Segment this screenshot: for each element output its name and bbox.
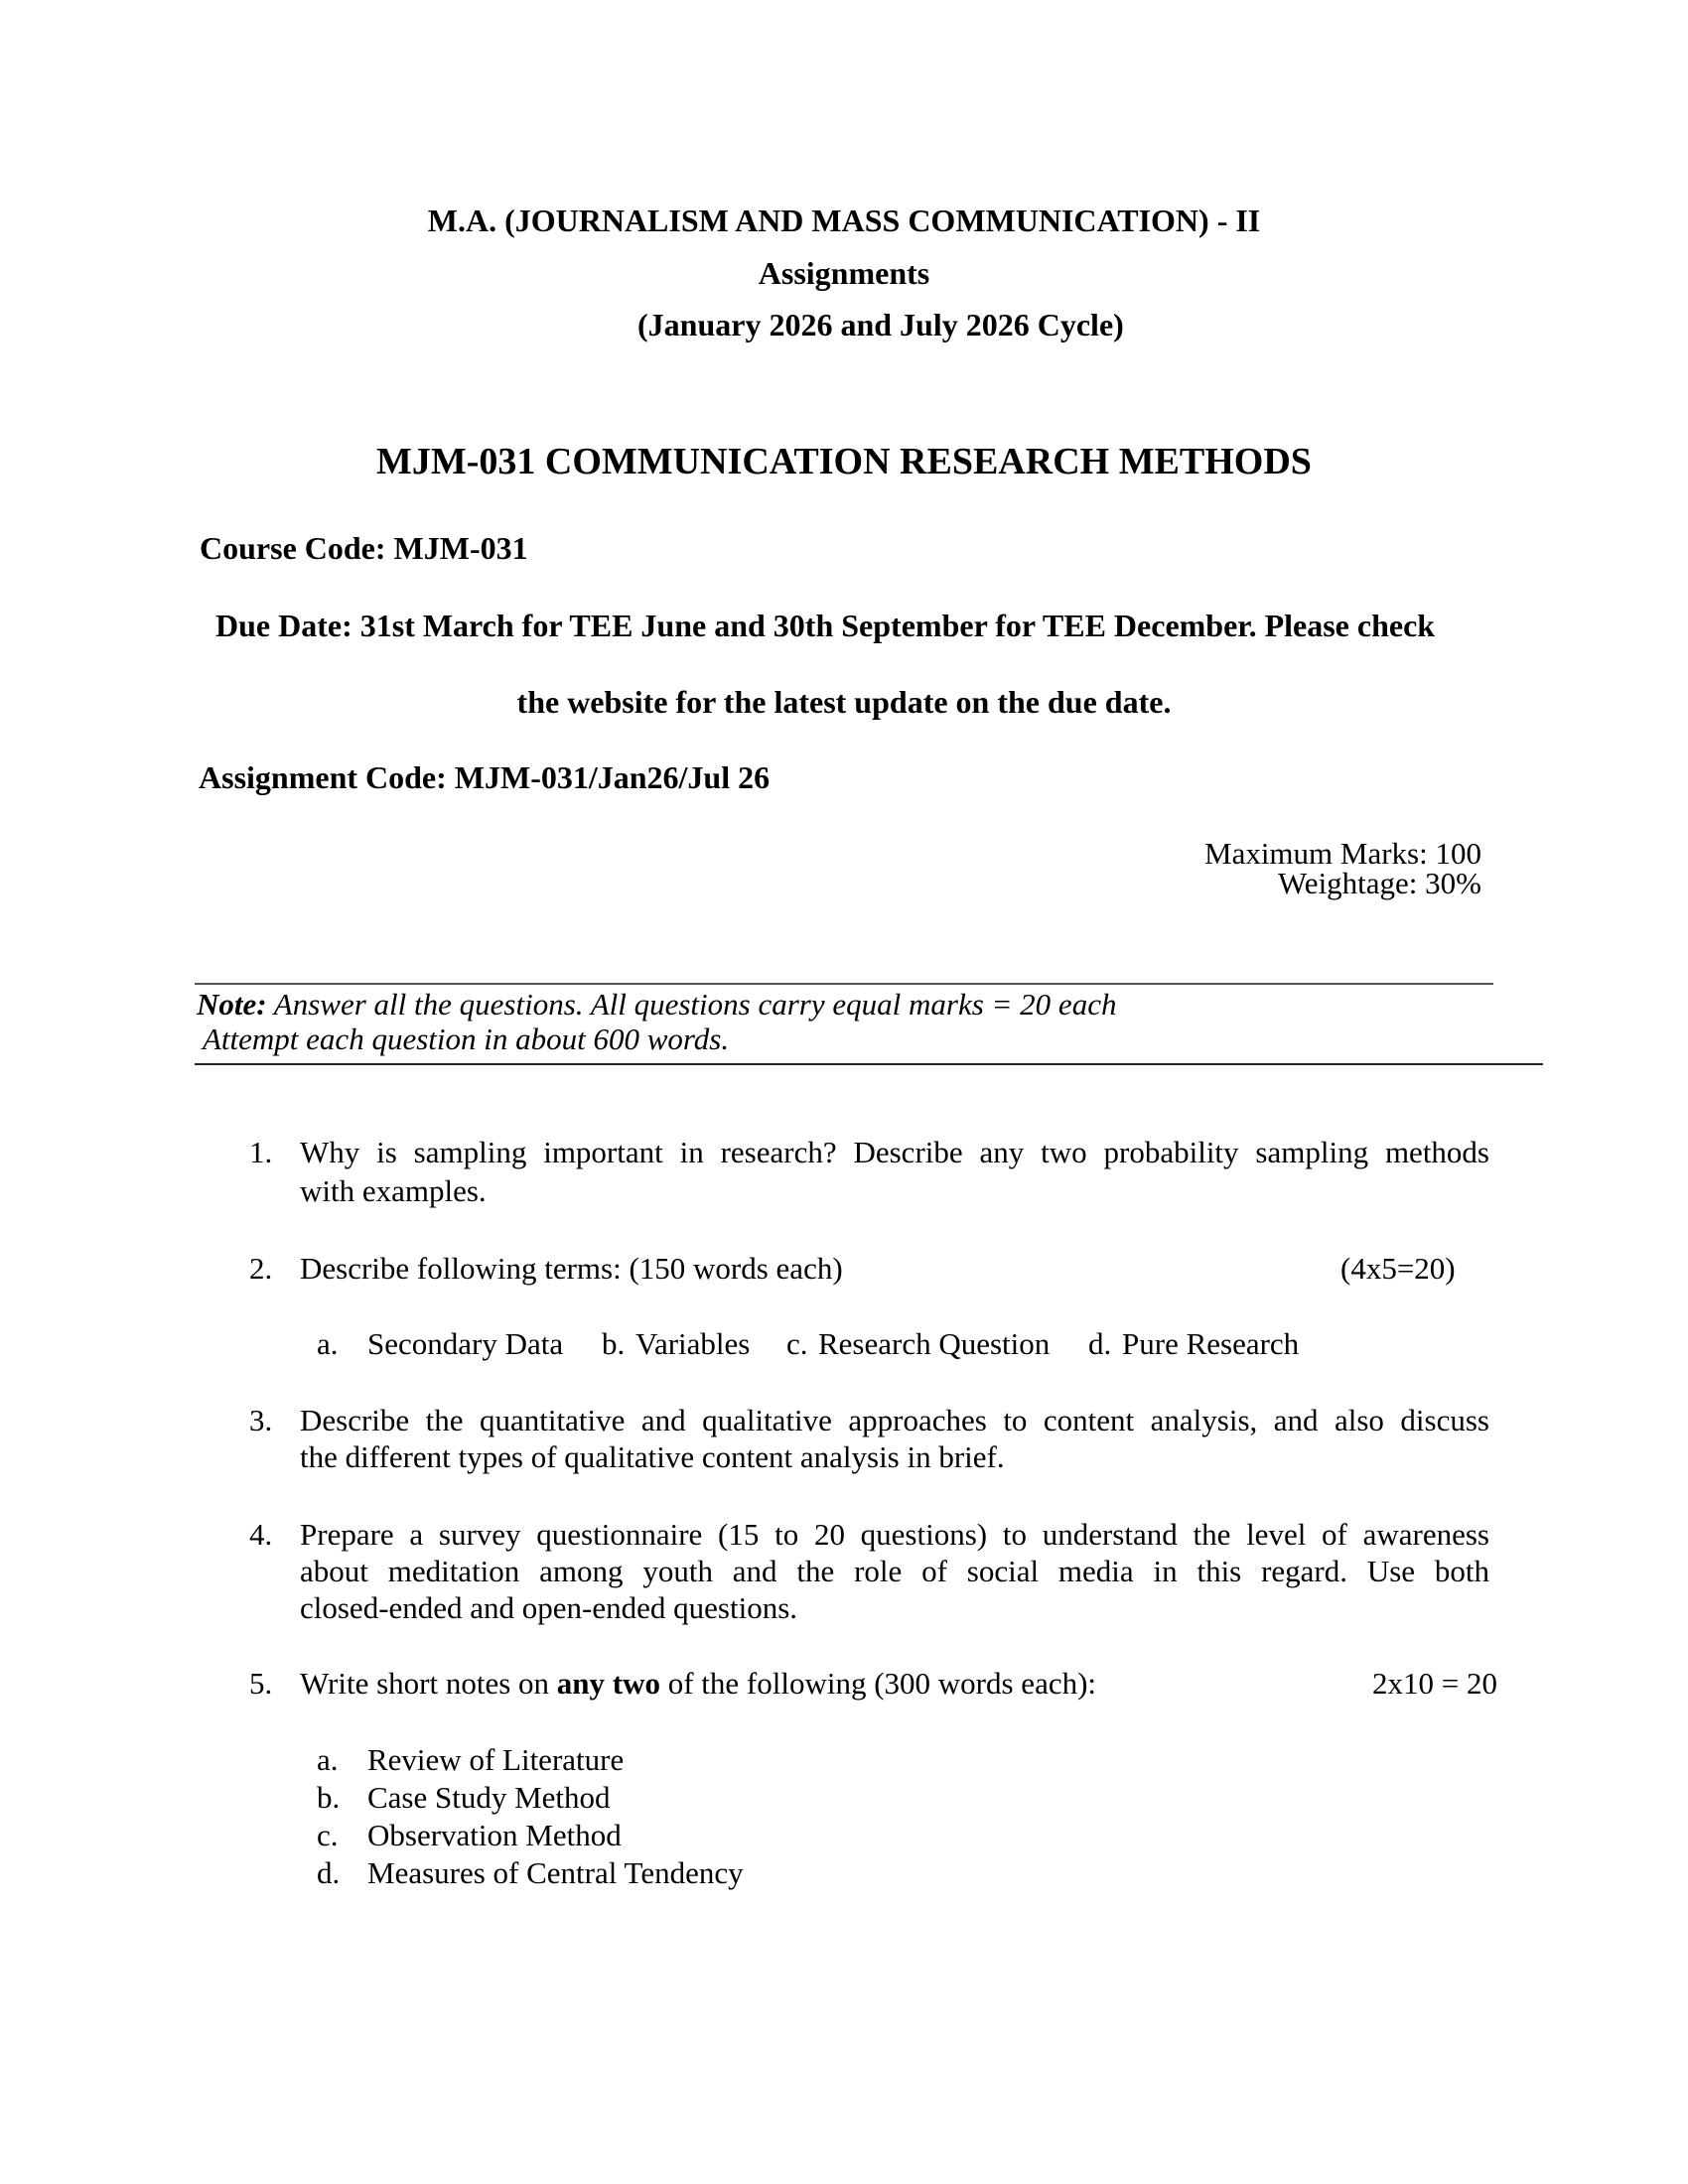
note-item-letter: d. <box>317 1855 341 1890</box>
assignment-code: Assignment Code: MJM-031/Jan26/Jul 26 <box>199 759 771 795</box>
question-marks: (4x5=20) <box>1340 1251 1456 1286</box>
term-text: Variables <box>635 1326 751 1361</box>
note-label: Note: <box>197 987 267 1022</box>
question-text-line: about meditation among youth and the role of social media in this regard. Use both <box>300 1554 1489 1588</box>
note-text: Answer all the questions. All questions carry equal marks = 20 each <box>273 987 1117 1022</box>
note-item-letter: c. <box>317 1818 339 1852</box>
assignments-heading <box>0 257 1688 289</box>
question-number: 3. <box>249 1403 273 1437</box>
due-date-line-2: the website for the latest update on the due date. <box>516 684 1172 720</box>
due-date-line-1: Due Date: 31st March for TEE June and 30th September for TEE December. Please check <box>215 608 1436 643</box>
cycle-heading: (January 2026 and July 2026 Cycle) <box>637 307 1124 342</box>
note-item-text: Measures of Central Tendency <box>367 1855 744 1890</box>
term-text: Research Question <box>818 1326 1051 1361</box>
course-code: Course Code: MJM-031 <box>200 530 528 566</box>
maximum-marks: Maximum Marks: 100 <box>1204 836 1481 871</box>
term-letter: b. <box>602 1326 626 1361</box>
term-text: Secondary Data <box>367 1326 564 1361</box>
note-item-letter: a. <box>317 1742 339 1777</box>
note-line-2: Attempt each question in about 600 words. <box>203 1022 730 1056</box>
term-text: Pure Research <box>1122 1326 1300 1361</box>
question-text-emphasis: any two <box>556 1666 660 1701</box>
note-line-1 <box>197 989 1116 1020</box>
term-letter: d. <box>1088 1326 1112 1361</box>
question-number: 1. <box>249 1135 273 1169</box>
note-item-text: Review of Literature <box>367 1742 625 1777</box>
question-text-before: Write short notes on <box>300 1666 557 1701</box>
note-top-rule <box>195 983 1493 985</box>
assignments-label: Assignments <box>758 255 930 291</box>
question-text-line: Describe the quantitative and qualitative approaches to content analysis, and also discuss <box>300 1403 1489 1437</box>
question-number: 5. <box>249 1666 273 1701</box>
note-item-letter: b. <box>317 1780 341 1815</box>
question-marks: 2x10 = 20 <box>1372 1666 1497 1701</box>
note-bottom-rule <box>195 1063 1543 1065</box>
question-text-line: the different types of qualitative content analysis in brief. <box>300 1439 1005 1474</box>
question-text-line <box>300 1668 1096 1699</box>
note-item-text: Observation Method <box>367 1818 622 1852</box>
question-text-line: Describe following terms: (150 words each) <box>300 1251 843 1286</box>
programme-heading: M.A. (JOURNALISM AND MASS COMMUNICATION) - II <box>427 203 1261 238</box>
question-number: 2. <box>249 1251 273 1286</box>
question-text-after: of the following (300 words each): <box>659 1666 1097 1701</box>
question-number: 4. <box>249 1517 273 1552</box>
note-item-text: Case Study Method <box>367 1780 611 1815</box>
question-text-line: closed-ended and open-ended questions. <box>300 1590 798 1625</box>
weightage: Weightage: 30% <box>1278 866 1481 900</box>
course-title: MJM-031 COMMUNICATION RESEARCH METHODS <box>376 441 1312 482</box>
question-text-line: Prepare a survey questionnaire (15 to 20 questions) to understand the level of awareness <box>300 1517 1489 1552</box>
question-text-line: with examples. <box>300 1173 487 1208</box>
question-text-line: Why is sampling important in research? Describe any two probability sampling methods <box>300 1135 1489 1169</box>
term-letter: a. <box>317 1326 339 1361</box>
term-letter: c. <box>786 1326 808 1361</box>
